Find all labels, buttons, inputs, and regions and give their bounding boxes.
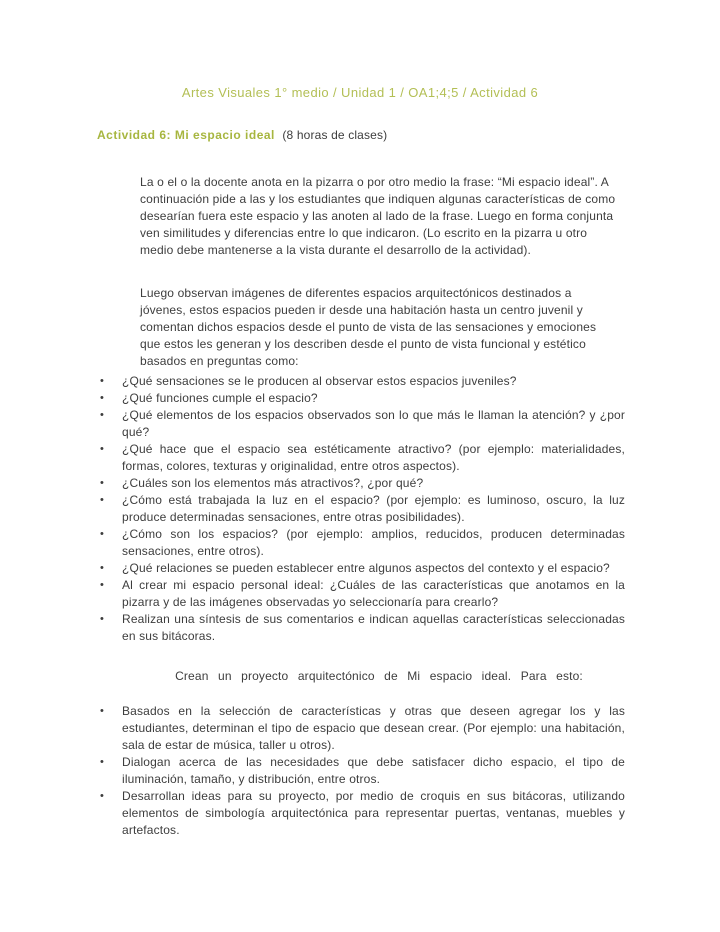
intro-paragraph-2: Luego observan imágenes de diferentes espacios arquitectónicos destinados a jóvenes, estos espacios pueden ir desde una habitación hasta un centro juvenil y comentan dichos espacios desde el punto de vista de las sensaciones y emociones que estos les generan y los describen desde el punto de vista funcional y estético basados en preguntas como: — [140, 286, 597, 368]
document-breadcrumb-header: Artes Visuales 1° medio / Unidad 1 / OA1;4;5 / Actividad 6 — [181, 85, 539, 100]
question-text: ¿Cómo está trabajada la luz en el espacio? (por ejemplo: es luminoso, oscuro, la luz produce determinadas sensaciones, entre otras posibilidades). — [122, 493, 625, 524]
question-item — [97, 390, 625, 407]
question-item — [97, 560, 625, 577]
bullet-icon: • — [100, 477, 105, 489]
question-item — [97, 526, 625, 560]
question-text: ¿Qué elementos de los espacios observados son lo que más le llaman la atención? y ¿por qué? — [122, 408, 625, 439]
bullet-icon: • — [100, 705, 105, 717]
project-steps-list — [97, 703, 625, 839]
bullet-icon: • — [100, 528, 105, 540]
question-item — [97, 407, 625, 441]
bullet-icon: • — [100, 494, 105, 506]
bullet-icon: • — [100, 562, 105, 574]
project-step-text: Basados en la selección de características y otras que deseen agregar los y las estudiantes, determinan el tipo de espacio que desean crear. (Por ejemplo: una habitación, sala de estar de música, taller u otros). — [122, 704, 625, 752]
project-intro-line: Crean un proyecto arquitectónico de Mi espacio ideal. Para esto: — [175, 669, 583, 683]
bullet-icon: • — [100, 790, 105, 802]
activity-heading — [97, 127, 387, 144]
question-text: ¿Qué sensaciones se le producen al observar estos espacios juveniles? — [122, 374, 517, 388]
question-item — [97, 611, 625, 645]
bullet-icon: • — [100, 375, 105, 387]
question-text: ¿Cuáles son los elementos más atractivos?, ¿por qué? — [122, 476, 424, 490]
questions-list — [97, 373, 625, 645]
question-text: ¿Cómo son los espacios? (por ejemplo: amplios, reducidos, producen determinadas sensaciones, entre otros). — [122, 527, 625, 558]
question-item — [97, 373, 625, 390]
question-item — [97, 441, 625, 475]
bullet-icon: • — [100, 613, 105, 625]
activity-title: Actividad 6: Mi espacio ideal — [97, 128, 275, 142]
question-text: ¿Qué relaciones se pueden establecer entre algunos aspectos del contexto y el espacio? — [122, 561, 610, 575]
question-text: Realizan una síntesis de sus comentarios e indican aquellas características seleccionadas en sus bitácoras. — [122, 612, 625, 643]
bullet-icon: • — [100, 392, 105, 404]
question-text: ¿Qué funciones cumple el espacio? — [122, 391, 318, 405]
project-step-item — [97, 754, 625, 788]
activity-duration: (8 horas de clases) — [282, 128, 388, 142]
bullet-icon: • — [100, 443, 105, 455]
bullet-icon: • — [100, 579, 105, 591]
project-step-text: Dialogan acerca de las necesidades que debe satisfacer dicho espacio, el tipo de iluminación, tamaño, y distribución, entre otros. — [122, 755, 625, 786]
question-item — [97, 492, 625, 526]
question-item — [97, 577, 625, 611]
project-step-item — [97, 703, 625, 754]
bullet-icon: • — [100, 756, 105, 768]
project-step-text: Desarrollan ideas para su proyecto, por medio de croquis en sus bitácoras, utilizando elementos de simbología arquitectónica para representar puertas, ventanas, muebles y artefactos. — [122, 789, 625, 837]
intro-paragraph-1: La o el o la docente anota en la pizarra o por otro medio la frase: “Mi espacio ideal”. A continuación pide a las y los estudiantes que indiquen algunas características de como desearían fuera este espacio y las anoten al lado de la frase. Luego en forma conjunta ven similitudes y diferencias entre lo que indicaron. (Lo escrito en la pizarra u otro medio debe mantenerse a la vista durante el desarrollo de la actividad). — [140, 175, 616, 257]
question-item — [97, 475, 625, 492]
question-text: ¿Qué hace que el espacio sea estéticamente atractivo? (por ejemplo: materialidades, formas, colores, texturas y originalidad, entre otros aspectos). — [122, 442, 625, 473]
question-text: Al crear mi espacio personal ideal: ¿Cuáles de las características que anotamos en la pizarra y de las imágenes observadas yo seleccionaría para crearlo? — [122, 578, 625, 609]
bullet-icon: • — [100, 409, 105, 421]
project-step-item — [97, 788, 625, 839]
